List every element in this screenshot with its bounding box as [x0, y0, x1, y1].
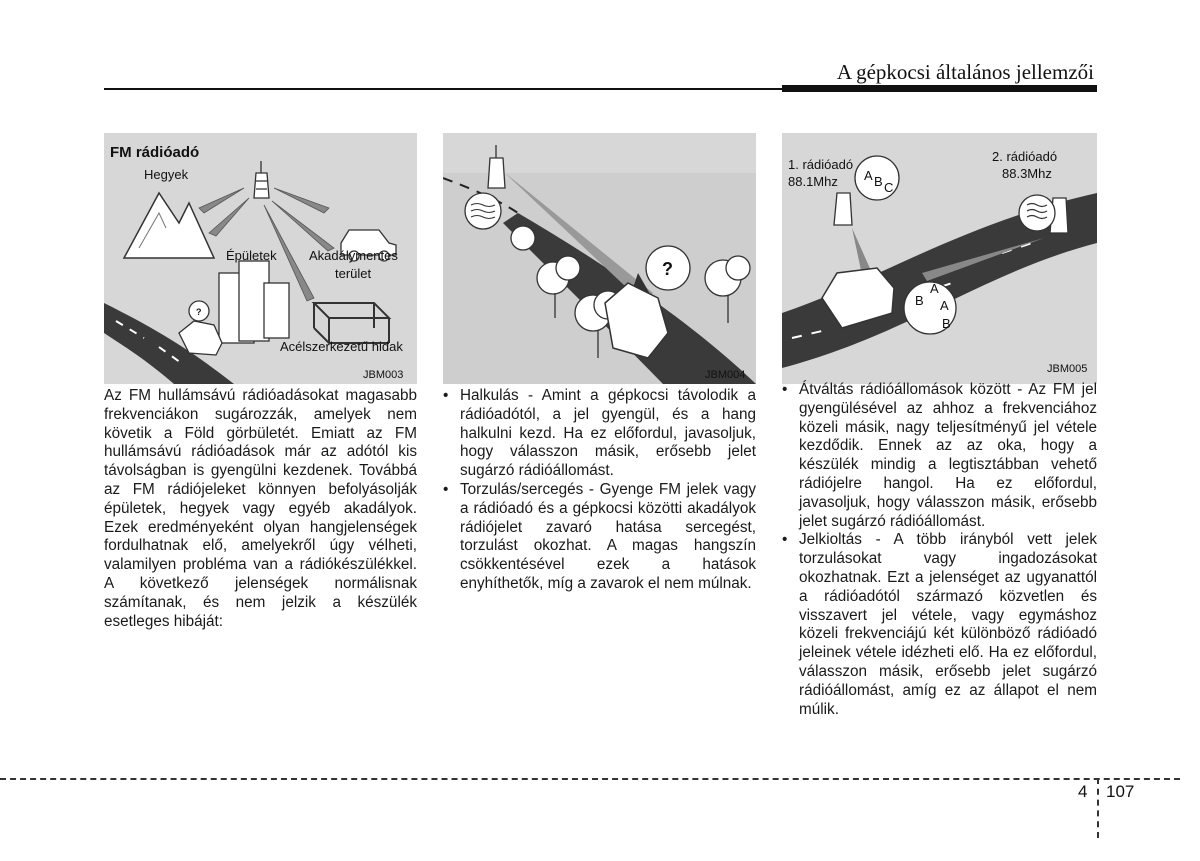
svg-text:B: B	[942, 316, 951, 331]
label-steel-bridges: Acélszerkezetű hidak	[280, 339, 403, 354]
page-header-title: A gépkocsi általános jellemzői	[836, 60, 1094, 84]
footer-dashed-divider	[1097, 778, 1099, 838]
intro-paragraph: Az FM hullámsávú rádióadásokat magasabb frekvenciákon sugározzák, amelyek nem követik a Föld görbületét. Emiatt az FM hullámsávú rádióadások már az adótól kis távolságban is gyengülni kezdenek. Továbbá az FM rádiójeleket könnyen befolyásolják épületek, hegyek vagy egyéb akadályok. Ezek eredményeként olyan hangjelenségek fordulhatnak elő, amelyekről úgy vélheti, valamilyen probléma van a rádiókészülékkel. A következő jelenségek normálisnak számítanak, és nem jelzik a készülék esetleges hibáját:	[104, 387, 417, 630]
figure-code: JBM003	[363, 369, 404, 381]
label-buildings: Épületek	[226, 248, 277, 263]
svg-text:?: ?	[196, 307, 202, 317]
footer-dashed-rule	[0, 778, 1180, 780]
list-item-text: Átváltás rádióállomások között - Az FM jel gyengülésével az ahhoz a frekvenciához közeli másik, nagy teljesítményű jel vétele kezdődik. Ennek az az oka, hogy a készülék mindig a legtisztábban vehető rádiójelre hangol. Ha ez előfordul, javasoljuk, hogy válasszon másik, erősebb jelet sugárzó rádióállomást.	[799, 381, 1097, 530]
figure-fading	[443, 133, 756, 384]
svg-text:A: A	[940, 298, 949, 313]
bullet-glyph: •	[443, 480, 449, 498]
figure-code: JBM005	[1047, 363, 1088, 375]
svg-text:A: A	[864, 168, 873, 183]
figure-fading-illustration	[443, 133, 756, 384]
svg-text:?: ?	[662, 259, 673, 279]
list-item-text: Torzulás/sercegés - Gyenge FM jelek vagy a rádióadó és a gépkocsi közötti akadályok rádiójelet zavaró hatása sercegést, torzulást okozhat. A magas hangszín csökkentésével ezek a hatások enyhíthetők, míg a zavarok el nem múlnak.	[460, 480, 756, 592]
bullet-list-column-3	[782, 381, 1097, 719]
list-item-text: Halkulás - Amint a gépkocsi távolodik a rádióadótól, a jel gyengül, és a hang halkulni kezd. Ha ez előfordul, javasoljuk, hogy válasszon másik, erősebb jelet sugárzó rádióállomást.	[460, 387, 756, 480]
list-item-text: Jelkioltás - A több irányból vett jelek torzulásokat vagy ingadozásokat okozhatnak. Ezt a jelenséget az ugyanattól a rádióadótól származó közvetlen és visszavert jel vétele, vagy egymáshoz közeli frekvenciájú két különböző rádióadó jeleinek vétele idézheti elő. Ha ez előfordul, válasszon másik, erősebb jelet sugárzó rádióállomást, amíg ez az állapot el nem múlik.	[799, 531, 1097, 718]
figure-title: FM rádióadó	[110, 144, 200, 161]
label-freq-2: 88.3Mhz	[1002, 166, 1052, 181]
label-station-2: 2. rádióadó	[992, 149, 1058, 164]
list-item-station-switching	[782, 381, 1097, 531]
page-number: 107	[1106, 782, 1135, 801]
bullet-glyph: •	[443, 387, 449, 404]
label-mountains: Hegyek	[144, 167, 189, 182]
label-obstacle-free: Akadálymentes	[309, 248, 398, 263]
label-obstacle-free-2: terület	[335, 266, 372, 281]
list-item-multipath	[782, 531, 1097, 719]
svg-text:B: B	[874, 174, 883, 189]
list-item-distortion	[443, 481, 756, 594]
bullet-list-column-2	[443, 387, 756, 594]
list-item-fading	[443, 387, 756, 481]
label-station-1: 1. rádióadó	[788, 157, 854, 172]
figure-station-switching	[782, 133, 1097, 384]
label-freq-1: 88.1Mhz	[788, 174, 838, 189]
svg-text:B: B	[915, 293, 924, 308]
svg-text:A: A	[930, 281, 939, 296]
chapter-number: 4	[1078, 782, 1088, 801]
figure-code: JBM004	[705, 369, 746, 381]
header-bar	[782, 85, 1097, 92]
bullet-glyph: •	[782, 381, 788, 398]
bullet-glyph: •	[782, 531, 788, 549]
figure-fm-transmitter	[104, 133, 417, 384]
svg-text:C: C	[884, 180, 894, 195]
